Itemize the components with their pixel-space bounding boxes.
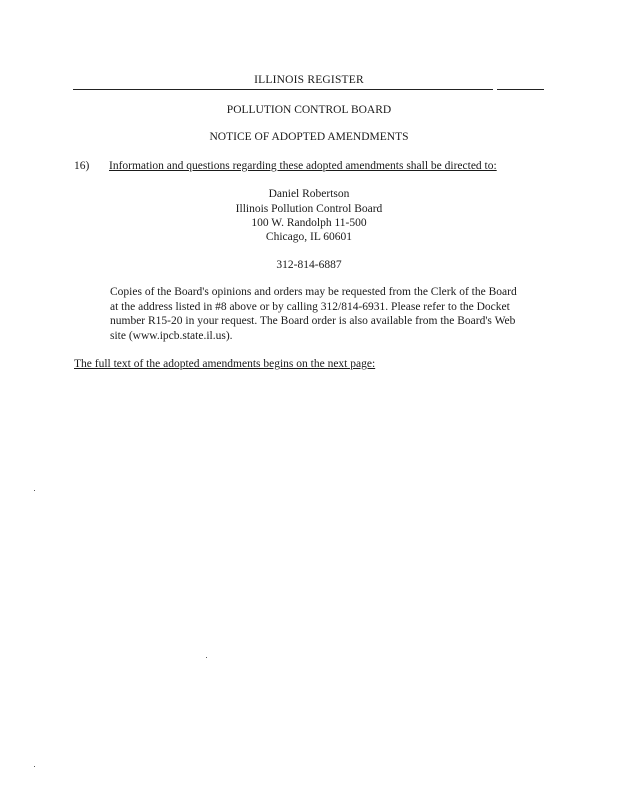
register-title: ILLINOIS REGISTER: [254, 74, 364, 86]
scan-speck: [34, 766, 35, 767]
item-text: Information and questions regarding these adopted amendments shall be directed to:: [109, 160, 497, 172]
notice-heading: NOTICE OF ADOPTED AMENDMENTS: [209, 131, 409, 143]
paragraph-line: number R15-20 in your request. The Board order is also available from the Board's Web: [110, 315, 516, 327]
contact-city: Chicago, IL 60601: [265, 231, 353, 243]
contact-organization: Illinois Pollution Control Board: [235, 203, 383, 215]
contact-name: Daniel Robertson: [268, 188, 350, 200]
contact-address: 100 W. Randolph 11-500: [251, 217, 367, 229]
full-text-notice: The full text of the adopted amendments begins on the next page:: [74, 358, 376, 370]
paragraph-line: Copies of the Board's opinions and orders may be requested from the Clerk of the Board: [110, 286, 517, 298]
paragraph-line: site (www.ipcb.state.il.us).: [110, 329, 233, 342]
item-number: 16): [74, 160, 90, 172]
scan-speck: [206, 657, 207, 658]
header-rule-left: [73, 89, 493, 90]
copies-paragraph: [110, 285, 550, 343]
scan-speck: [34, 490, 35, 491]
contact-phone: 312-814-6887: [276, 259, 342, 271]
header-rule-right: [497, 89, 544, 90]
paragraph-line: at the address listed in #8 above or by calling 312/814-6931. Please refer to the Docket: [110, 300, 510, 313]
agency-heading: POLLUTION CONTROL BOARD: [226, 104, 392, 116]
